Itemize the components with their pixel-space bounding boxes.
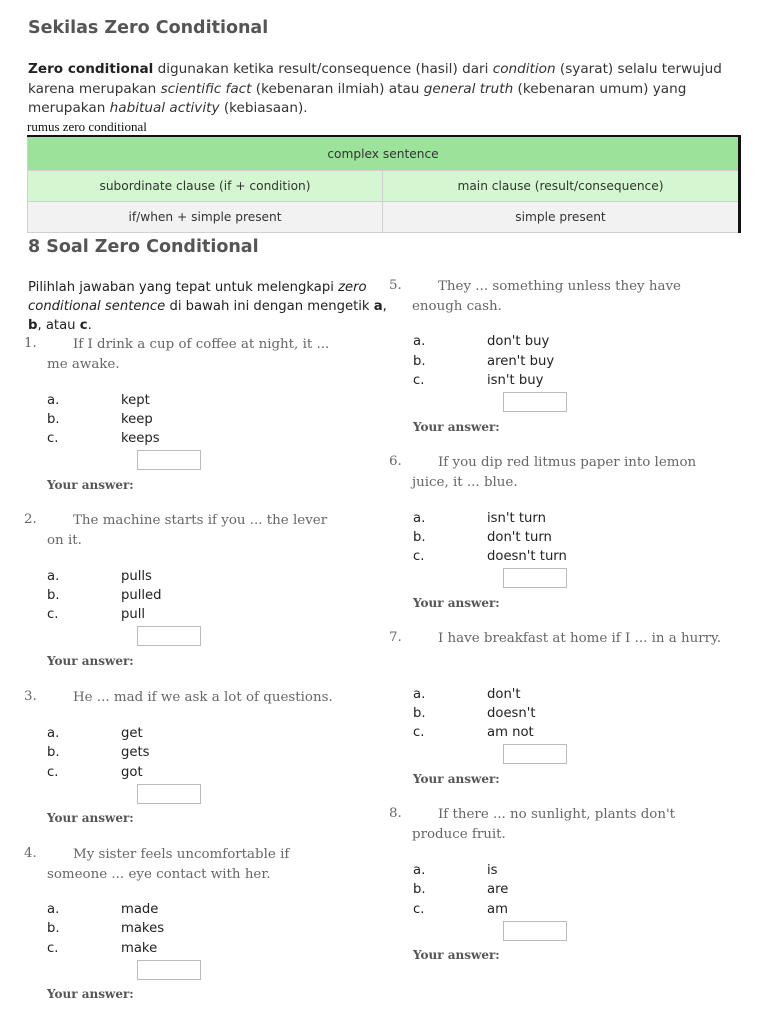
question-2-option-2-text: pulled — [121, 588, 162, 603]
question-3-option-1-letter: a. — [47, 726, 60, 741]
question-5-answer-label: Your answer: — [413, 420, 500, 434]
question-6-option-3-text: doesn't turn — [487, 549, 567, 564]
question-1-option-2-text: keep — [121, 412, 153, 427]
question-3-option-1-text: get — [121, 726, 143, 741]
question-1-option-1-letter: a. — [47, 393, 60, 408]
question-8-option-1-text: is — [487, 863, 498, 878]
instruction-text-2: di bawah ini dengan mengetik — [165, 299, 374, 314]
question-2-text: The machine starts if you ... the lever on it. — [47, 513, 328, 548]
question-5-option-3-letter: c. — [413, 373, 425, 388]
question-8-option-2-text: are — [487, 882, 509, 897]
instruction-paragraph — [28, 278, 388, 335]
question-7-number: 7. — [389, 630, 402, 645]
instruction-letter-c: c — [79, 318, 88, 333]
question-8-option-3-text: am — [487, 902, 508, 917]
question-7-answer-input[interactable] — [503, 744, 567, 764]
question-2-option-2-letter: b. — [47, 588, 60, 603]
question-1-answer-input[interactable] — [137, 450, 201, 470]
question-4-option-1-text: made — [121, 902, 159, 917]
question-6-answer-label: Your answer: — [413, 596, 500, 610]
question-5-option-2-letter: b. — [413, 354, 426, 369]
question-7-option-2-text: doesn't — [487, 706, 536, 721]
question-1-option-3-text: keeps — [121, 431, 160, 446]
question-4-answer-label: Your answer: — [47, 987, 134, 1001]
question-5-answer-input[interactable] — [503, 392, 567, 412]
formula-label: rumus zero conditional — [27, 119, 147, 134]
question-2-option-3-text: pull — [121, 607, 146, 622]
question-3-option-3-text: got — [121, 765, 143, 780]
question-3-number: 3. — [24, 689, 37, 704]
formula-table — [27, 135, 741, 233]
question-5-option-3-text: isn't buy — [487, 373, 544, 388]
question-4-option-1-letter: a. — [47, 902, 60, 917]
question-3-option-3-letter: c. — [47, 765, 59, 780]
instruction-sep-1: , — [382, 299, 387, 314]
question-7-option-1-letter: a. — [413, 687, 426, 702]
intro-text-5: (kebiasaan). — [219, 100, 308, 116]
intro-paragraph — [28, 60, 748, 119]
question-2-option-1-text: pulls — [121, 569, 152, 584]
question-7-option-3-letter: c. — [413, 725, 425, 740]
question-1-text: If I drink a cup of coffee at night, it ... me awake. — [47, 337, 330, 372]
question-4-option-2-text: makes — [121, 921, 165, 936]
question-7-text: I have breakfast at home if I ... in a hurry. — [438, 631, 722, 646]
question-8-number: 8. — [389, 806, 402, 821]
question-4-number: 4. — [24, 846, 37, 861]
question-6-option-1-text: isn't turn — [487, 511, 546, 526]
table-cell-subordinate-form: if/when + simple present — [28, 202, 383, 233]
intro-condition: condition — [492, 61, 556, 77]
question-5-text: They ... something unless they have enough cash. — [412, 279, 681, 314]
question-3-text: He ... mad if we ask a lot of questions. — [73, 690, 333, 705]
question-3-option-2-text: gets — [121, 745, 150, 760]
question-4-option-3-text: make — [121, 941, 158, 956]
question-6-answer-input[interactable] — [503, 568, 567, 588]
question-8-option-3-letter: c. — [413, 902, 425, 917]
page-title: Sekilas Zero Conditional — [28, 18, 269, 38]
question-1-answer-label: Your answer: — [47, 478, 134, 492]
question-6-text: If you dip red litmus paper into lemon juice, it ... blue. — [412, 455, 697, 490]
question-5-option-1-letter: a. — [413, 334, 426, 349]
intro-scientific-fact: scientific fact — [160, 80, 252, 97]
question-5-number: 5. — [389, 278, 402, 293]
question-6-option-2-letter: b. — [413, 530, 426, 545]
table-header: complex sentence — [28, 136, 740, 171]
question-4-answer-input[interactable] — [137, 960, 201, 980]
question-8-option-2-letter: b. — [413, 882, 426, 897]
question-6-option-2-text: don't turn — [487, 530, 552, 545]
question-7-option-1-text: don't — [487, 687, 521, 702]
instruction-letter-a: a — [373, 299, 383, 314]
question-5-option-2-text: aren't buy — [487, 354, 555, 369]
instruction-sep-2: , atau — [37, 318, 80, 333]
question-3-answer-input[interactable] — [137, 784, 201, 804]
instruction-text-1: Pilihlah jawaban yang tepat untuk melengkapi — [28, 280, 339, 295]
question-2-answer-label: Your answer: — [47, 654, 134, 668]
table-col-subordinate: subordinate clause (if + condition) — [28, 171, 383, 202]
intro-general-truth: general truth — [423, 80, 514, 97]
question-6-option-3-letter: c. — [413, 549, 425, 564]
section-title: 8 Soal Zero Conditional — [28, 237, 259, 257]
question-7-option-3-text: am not — [487, 725, 534, 740]
intro-term: Zero conditional — [28, 61, 154, 77]
question-7-option-2-letter: b. — [413, 706, 426, 721]
question-2-option-1-letter: a. — [47, 569, 60, 584]
question-5-option-1-text: don't buy — [487, 334, 550, 349]
question-1-option-2-letter: b. — [47, 412, 60, 427]
question-3-option-2-letter: b. — [47, 745, 60, 760]
table-col-main: main clause (result/consequence) — [383, 171, 740, 202]
instruction-letter-b: b — [28, 318, 38, 333]
question-8-answer-label: Your answer: — [413, 948, 500, 962]
question-6-number: 6. — [389, 454, 402, 469]
question-4-option-2-letter: b. — [47, 921, 60, 936]
question-1-option-3-letter: c. — [47, 431, 59, 446]
question-4-text: My sister feels uncomfortable if someone ... eye contact with her. — [47, 847, 290, 882]
intro-habitual-activity: habitual activity — [109, 100, 220, 116]
question-8-answer-input[interactable] — [503, 921, 567, 941]
intro-text-3: (kebenaran ilmiah) atau — [251, 80, 424, 97]
question-2-answer-input[interactable] — [137, 626, 201, 646]
instruction-emphasis: zero conditional sentence — [28, 280, 367, 314]
intro-text-2: (syarat) selalu terwujud karena merupakan — [28, 61, 722, 97]
question-6-option-1-letter: a. — [413, 511, 426, 526]
question-8-text: If there ... no sunlight, plants don't produce fruit. — [412, 807, 676, 842]
question-2-option-3-letter: c. — [47, 607, 59, 622]
question-7-answer-label: Your answer: — [413, 772, 500, 786]
instruction-end: . — [87, 318, 92, 333]
intro-text-1: digunakan ketika result/consequence (hasil) dari — [153, 61, 493, 77]
question-2-number: 2. — [24, 512, 37, 527]
question-4-option-3-letter: c. — [47, 941, 59, 956]
question-1-number: 1. — [24, 336, 37, 351]
question-8-option-1-letter: a. — [413, 863, 426, 878]
table-cell-main-form: simple present — [383, 202, 740, 233]
intro-text-4: (kebenaran umum) yang merupakan — [28, 80, 687, 116]
question-1-option-1-text: kept — [121, 393, 150, 408]
question-3-answer-label: Your answer: — [47, 811, 134, 825]
